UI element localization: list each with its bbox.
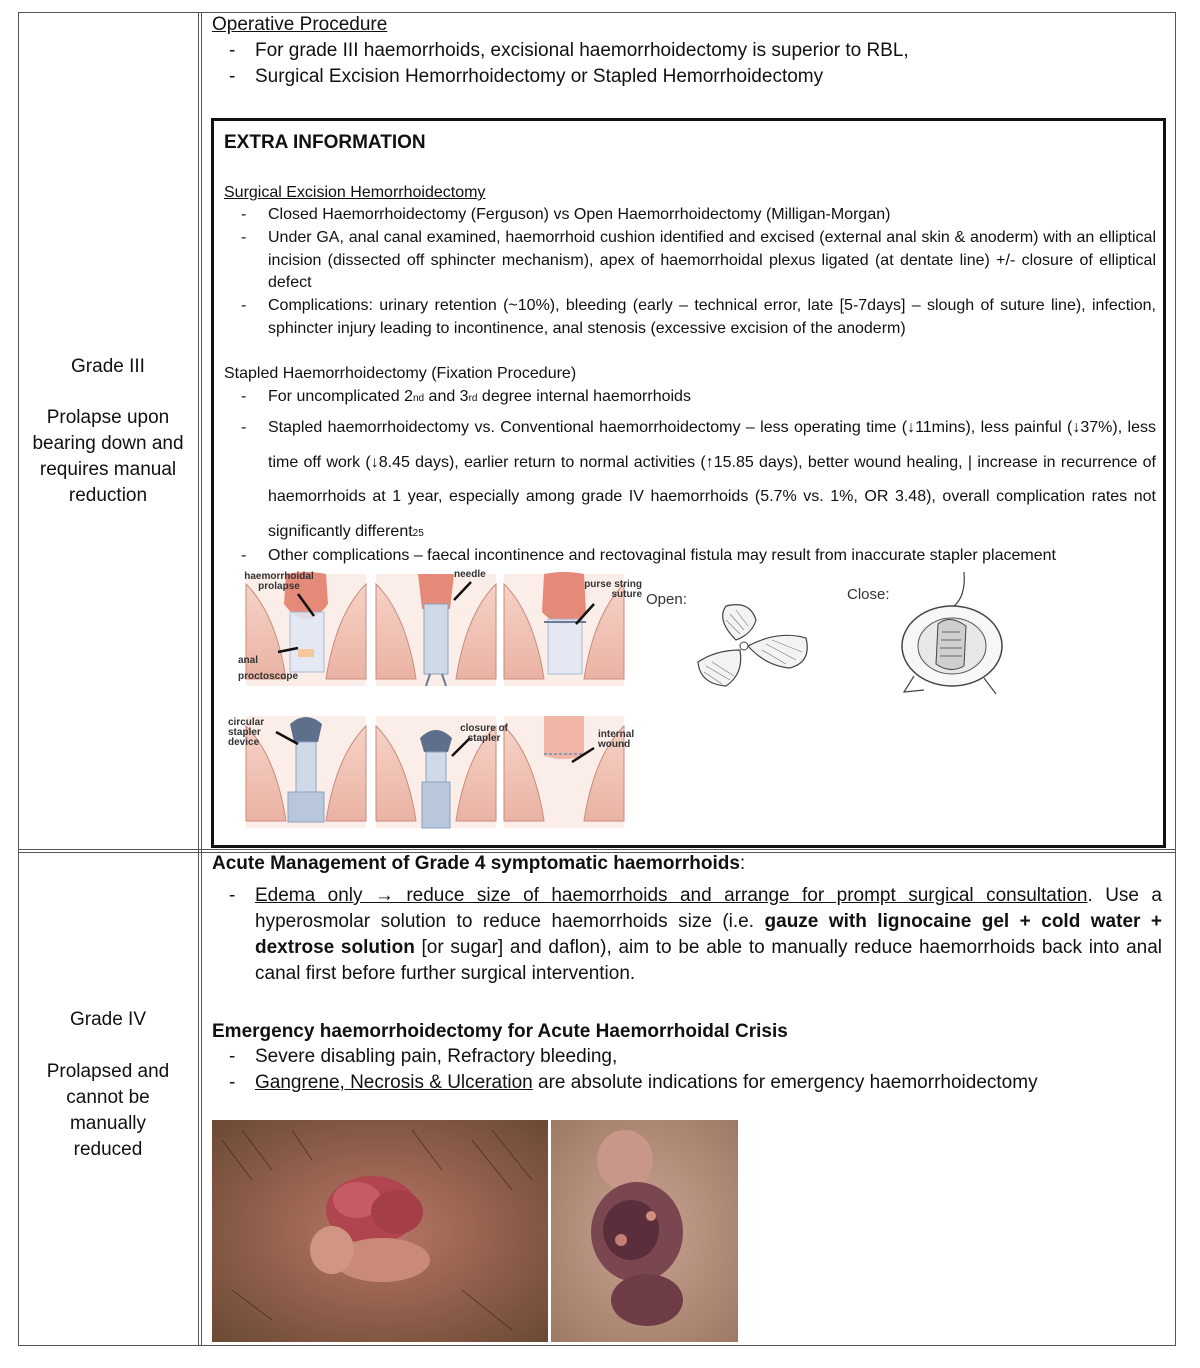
stapled-title: Stapled Haemorrhoidectomy (Fixation Procedure) (224, 365, 577, 382)
excision-title: Surgical Excision Hemorrhoidectomy (224, 184, 486, 201)
grade3-title: Grade III (71, 356, 145, 377)
table-column-divider (198, 12, 199, 1346)
operative-heading: Operative Procedure (212, 14, 388, 35)
table-column-divider-2 (201, 12, 202, 1346)
label-anal: anal (238, 655, 259, 666)
label-proctoscope: proctoscope (238, 671, 299, 682)
label-closure: closure of stapler (460, 723, 508, 744)
open-sketch-label: Open: (646, 591, 687, 608)
acute-management-heading: Acute Management of Grade 4 symptomatic haemorrhoids: (212, 853, 746, 874)
grade3-description: Prolapse upon bearing down and requires manual reduction (32, 407, 184, 506)
label-wound: internal wound (598, 729, 635, 750)
panel-2 (376, 574, 496, 686)
close-sketch-label: Close: (847, 586, 890, 603)
stapler-procedure-figure (226, 566, 646, 834)
extra-information-heading: EXTRA INFORMATION (224, 132, 426, 153)
stapled-bullet-3: - Other complications – faecal incontinence and rectovaginal fistula may result from inaccurate stapler placement (241, 547, 1056, 564)
grade4-description: Prolapsed and cannot be manually reduced (46, 1061, 170, 1160)
stapled-bullet-2: - Stapled haemorrhoidectomy vs. Conventional haemorrhoidectomy – less operating time (↓11mins), less painful (↓37%), less time off work (↓8.45 days), earlier return to normal activities (↑15.85 days), better wound healing, | increase in recurrence of haemorrhoids at 1 year, especially among grade IV haemorrhoids (5.7% vs. 1%, OR 3.48), overall complication rates not significantly different25 (241, 419, 1156, 540)
clinical-photo-1 (212, 1120, 548, 1342)
clinical-photo-2 (551, 1120, 738, 1342)
stapled-bullet-1: - For uncomplicated 2nd and 3rd degree internal haemorrhoids (241, 388, 691, 405)
closed-haemorrhoidectomy-sketch (894, 566, 1014, 706)
acute-management-bullet: - Edema only → reduce size of haemorrhoids and arrange for prompt surgical consultation. Use a hyperosmolar solution to reduce haemorrhoids size (i.e. gauze with lignocaine gel + cold water + dextrose solution [or sugar] and daflon), aim to be able to manually reduce haemorrhoids back into anal canal first before further surgical intervention. (229, 885, 1162, 984)
table-row-divider (18, 849, 1176, 850)
excision-bullet-1: - Closed Haemorrhoidectomy (Ferguson) vs Open Haemorrhoidectomy (Milligan-Morgan) (241, 206, 891, 223)
grade4-title: Grade IV (69, 1009, 147, 1030)
label-stapler-device: circular stapler device (228, 717, 265, 748)
open-haemorrhoidectomy-sketch (686, 600, 824, 692)
label-purse-string: purse string suture (584, 579, 642, 600)
label-prolapse: haemorrhoidal prolapse (244, 571, 314, 592)
excision-bullet-3: - Complications: urinary retention (~10%), bleeding (early – technical error, late [5-7days] – slough of suture line), infection, sphincter injury leading to incontinence, anal stenosis (excessive excision of the anoderm) (241, 297, 1156, 337)
excision-bullet-2: - Under GA, anal canal examined, haemorrhoid cushion identified and excised (external anal skin & anoderm) with an elliptical incision (dissected off sphincter mechanism), apex of haemorrhoidal plexus ligated (at dentate line) +/- closure of elliptical defect (241, 229, 1156, 291)
label-needle: needle (454, 569, 486, 580)
emergency-heading: Emergency haemorrhoidectomy for Acute Haemorrhoidal Crisis (212, 1021, 788, 1042)
